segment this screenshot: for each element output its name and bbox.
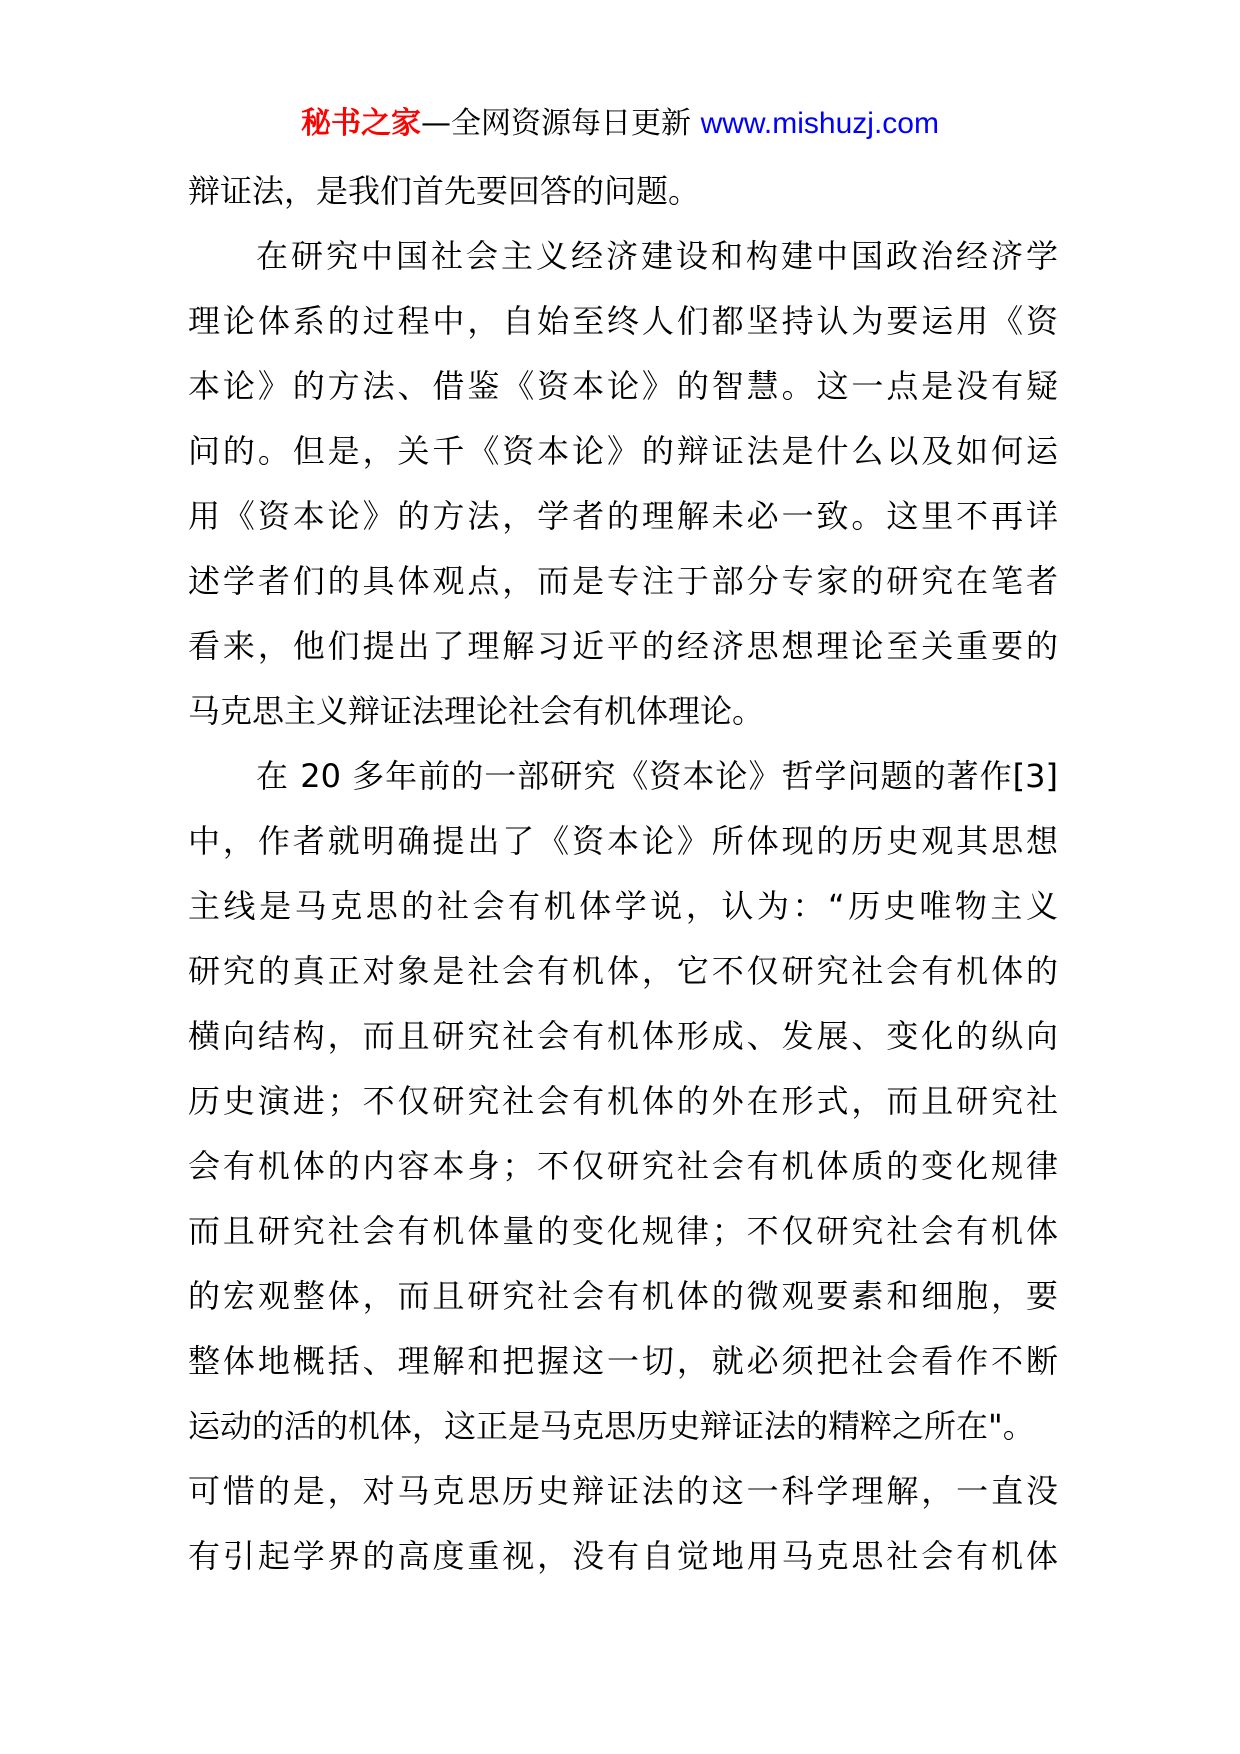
header-tagline: —全网资源每日更新 — [421, 106, 692, 141]
text-line: 主线是马克思的社会有机体学说，认为：“历史唯物主义 — [188, 887, 1058, 925]
text-line: 看来，他们提出了理解习近平的经济思想理论至关重要的 — [188, 627, 1058, 665]
text-line: 问的。但是，关千《资本论》的辩证法是什么以及如何运 — [188, 432, 1058, 470]
text-line: 辩证法，是我们首先要回答的问题。 — [188, 172, 701, 210]
header-url[interactable]: www.mishuzj.com — [700, 107, 939, 140]
text-line: 整体地概括、理解和把握这一切，就必须把社会看作不断 — [188, 1342, 1058, 1380]
text-line: 中，作者就明确提出了《资本论》所体现的历史观其思想 — [188, 822, 1058, 860]
document-body — [188, 159, 1058, 1589]
text-line: 横向结构，而且研究社会有机体形成、发展、变化的纵向 — [188, 1017, 1058, 1055]
text-line: 研究的真正对象是社会有机体，它不仅研究社会有机体的 — [188, 952, 1058, 990]
text-line: 在 20 多年前的一部研究《资本论》哲学问题的著作[3] — [256, 757, 1058, 795]
text-line: 可惜的是，对马克思历史辩证法的这一科学理解，一直没 — [188, 1472, 1058, 1510]
text-line: 会有机体的内容本身；不仅研究社会有机体质的变化规律 — [188, 1147, 1058, 1185]
text-line: 而且研究社会有机体量的变化规律；不仅研究社会有机体 — [188, 1212, 1058, 1250]
text-line: 马克思主义辩证法理论社会有机体理论。 — [188, 692, 765, 730]
text-line: 理论体系的过程中，自始至终人们都坚持认为要运用《资 — [188, 302, 1058, 340]
text-line: 历史演进；不仅研究社会有机体的外在形式，而且研究社 — [188, 1082, 1058, 1120]
text-line: 有引起学界的高度重视，没有自觉地用马克思社会有机体 — [188, 1537, 1058, 1575]
text-line: 用《资本论》的方法，学者的理解未必一致。这里不再详 — [188, 497, 1058, 535]
text-line: 的宏观整体，而且研究社会有机体的微观要素和细胞，要 — [188, 1277, 1058, 1315]
text-line: 在研究中国社会主义经济建设和构建中国政治经济学 — [256, 237, 1058, 275]
page-header — [0, 102, 1240, 146]
text-line: 运动的活的机体，这正是马克思历史辩证法的精粹之所在"。 — [188, 1407, 1035, 1445]
text-line: 述学者们的具体观点，而是专注于部分专家的研究在笔者 — [188, 562, 1058, 600]
text-line: 本论》的方法、借鉴《资本论》的智慧。这一点是没有疑 — [188, 367, 1058, 405]
header-brand: 秘书之家 — [301, 106, 422, 141]
